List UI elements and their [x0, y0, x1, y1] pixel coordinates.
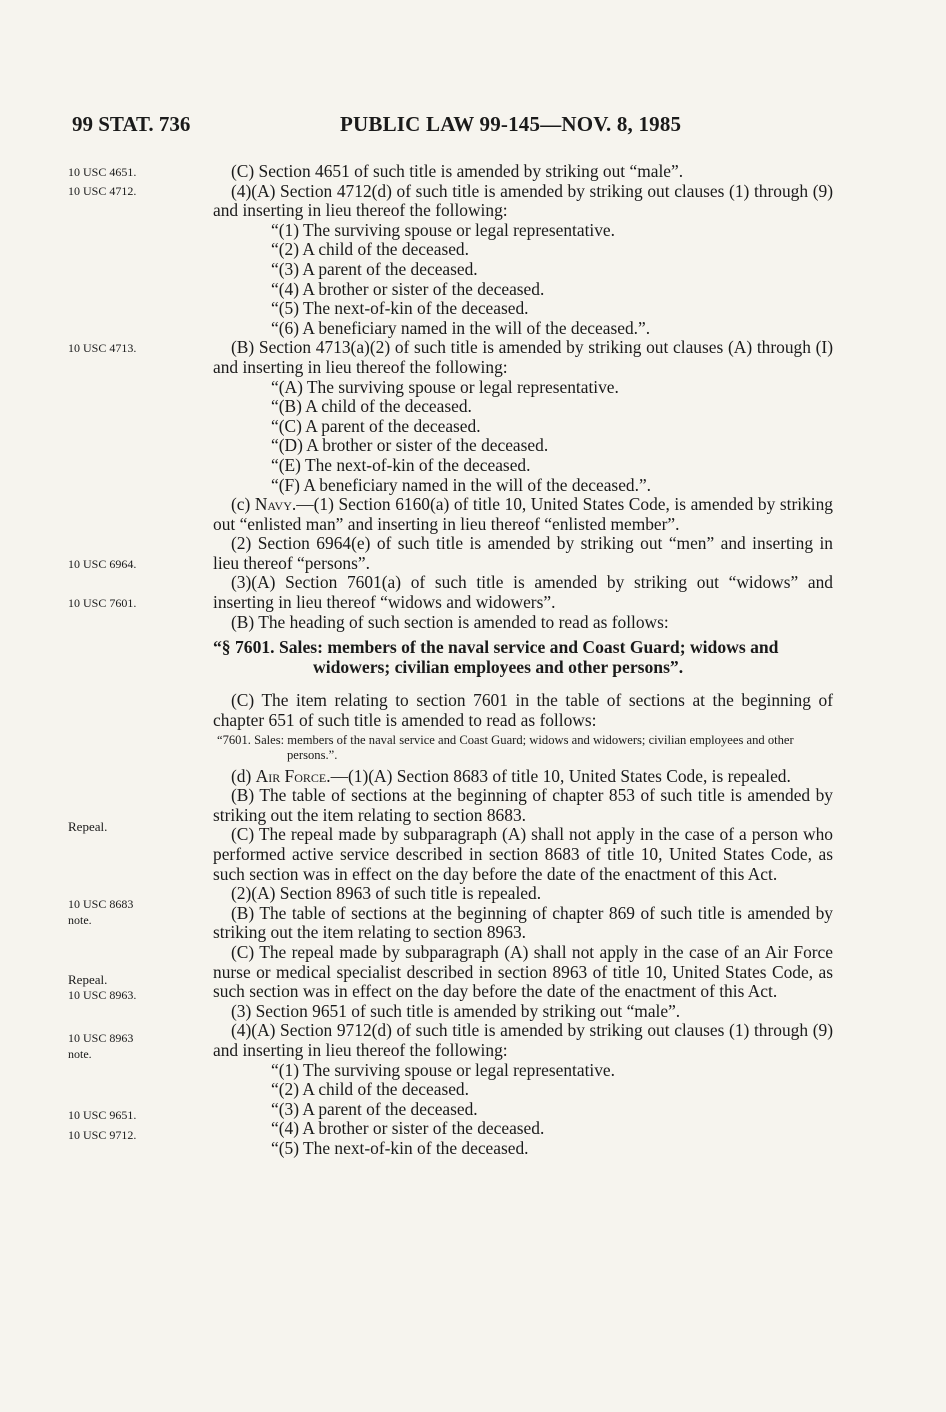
- margin-note: 10 USC 6964.: [68, 557, 137, 571]
- list-item: “(3) A parent of the deceased.: [271, 1098, 478, 1119]
- margin-note: 10 USC 9651.: [68, 1108, 137, 1122]
- paragraph-rest: .—(1)(A) Section 8683 of title 10, United States Code, is repealed.: [326, 765, 791, 786]
- paragraph: (4)(A) Section 9712(d) of such title is amended by striking out clauses (1) through (9) and inserting in lieu thereof the following:: [213, 1020, 833, 1060]
- paragraph: (2)(A) Section 8963 of such title is repealed.: [231, 883, 542, 904]
- paragraph: (B) The heading of such section is amended to read as follows:: [231, 611, 669, 632]
- body-text: [213, 162, 833, 1159]
- paragraph: [213, 495, 833, 534]
- paragraph: (4)(A) Section 4712(d) of such title is amended by striking out clauses (1) through (9) and inserting in lieu thereof the following:: [213, 180, 833, 221]
- page-header: [72, 112, 872, 142]
- paragraph: (B) The table of sections at the beginning of chapter 869 of such title is amended by striking out the item relating to section 8963.: [213, 902, 833, 943]
- list-item: “(5) The next-of-kin of the deceased.: [271, 1137, 529, 1158]
- margin-note: 10 USC 4713.: [68, 341, 137, 355]
- table-of-sections-item: “7601. Sales: members of the naval service and Coast Guard; widows and widowers; civilian employees and other persons.”.: [217, 732, 794, 762]
- list-item: “(F) A beneficiary named in the will of the deceased.”.: [271, 474, 652, 495]
- paragraph-rest: .—(1) Section 6160(a) of title 10, United States Code, is amended by striking out “enlisted man” and inserting in lieu thereof “enlisted member”.: [213, 494, 833, 534]
- list-item: “(4) A brother or sister of the deceased.: [271, 278, 545, 299]
- margin-note: Repeal.: [68, 972, 108, 987]
- paragraph: (C) Section 4651 of such title is amended by striking out “male”.: [231, 161, 684, 181]
- list-item: “(A) The surviving spouse or legal representative.: [271, 376, 619, 397]
- margin-note: 10 USC 8963.: [68, 988, 137, 1002]
- margin-note: 10 USC 7601.: [68, 596, 137, 610]
- margin-note: 10 USC 4712.: [68, 184, 137, 198]
- margin-note: Repeal.: [68, 819, 108, 834]
- list-item: “(4) A brother or sister of the deceased.: [271, 1118, 545, 1139]
- paragraph: [213, 767, 833, 787]
- list-item: “(2) A child of the deceased.: [271, 1079, 469, 1100]
- paragraph: (C) The repeal made by subparagraph (A) shall not apply in the case of a person who performed active service described in section 8683 of title 10, United States Code, as such section was in effect on the day before the date of the enactment of this Act.: [213, 824, 833, 884]
- margin-note: 10 USC 9712.: [68, 1128, 137, 1142]
- margin-note: 10 USC 8683: [68, 897, 134, 911]
- paragraph: (3) Section 9651 of such title is amended by striking out “male”.: [231, 1000, 681, 1021]
- stat-page-number: 99 STAT. 736: [72, 112, 191, 136]
- list-item: “(6) A beneficiary named in the will of the deceased.”.: [271, 317, 651, 338]
- margin-note: note.: [68, 1047, 92, 1061]
- list-item: “(C) A parent of the deceased.: [271, 415, 481, 436]
- list-item: “(1) The surviving spouse or legal representative.: [271, 219, 615, 240]
- paragraph-lead: (d): [231, 765, 256, 786]
- margin-note: 10 USC 8963: [68, 1031, 134, 1045]
- paragraph: (C) The item relating to section 7601 in the table of sections at the beginning of chapter 651 of such title is amended to read as follows:: [213, 690, 833, 731]
- paragraph: (3)(A) Section 7601(a) of such title is amended by striking out “widows” and inserting in lieu thereof “widows and widowers”.: [213, 572, 833, 613]
- list-item: “(2) A child of the deceased.: [271, 239, 469, 260]
- margin-note: 10 USC 4651.: [68, 165, 137, 179]
- list-item: “(1) The surviving spouse or legal representative.: [271, 1059, 615, 1080]
- list-item: “(5) The next-of-kin of the deceased.: [271, 298, 529, 319]
- paragraph: (2) Section 6964(e) of such title is amended by striking out “men” and inserting in lieu thereof “persons”.: [213, 533, 833, 573]
- paragraph-lead: (c): [231, 494, 255, 515]
- list-item: “(3) A parent of the deceased.: [271, 258, 478, 279]
- page-title: PUBLIC LAW 99-145—NOV. 8, 1985: [340, 112, 682, 136]
- paragraph: (B) The table of sections at the beginning of chapter 853 of such title is amended by striking out the item relating to section 8683.: [213, 785, 833, 825]
- section-heading: “§ 7601. Sales: members of the naval service and Coast Guard; widows and widowers; civilian employees and other persons”.: [213, 637, 779, 677]
- section-caption-air-force: Air Force: [255, 765, 327, 786]
- paragraph: (C) The repeal made by subparagraph (A) shall not apply in the case of an Air Force nurse or medical specialist described in section 8963 of title 10, United States Code, as such section was in effect on the day before the date of the enactment of this Act.: [213, 941, 833, 1002]
- margin-note: note.: [68, 913, 92, 927]
- section-caption-navy: Navy: [254, 494, 292, 515]
- list-item: “(D) A brother or sister of the deceased.: [271, 435, 549, 456]
- paragraph: (B) Section 4713(a)(2) of such title is amended by striking out clauses (A) through (I) and inserting in lieu thereof the following:: [213, 337, 833, 377]
- list-item: “(B) A child of the deceased.: [271, 396, 472, 417]
- list-item: “(E) The next-of-kin of the deceased.: [271, 454, 531, 475]
